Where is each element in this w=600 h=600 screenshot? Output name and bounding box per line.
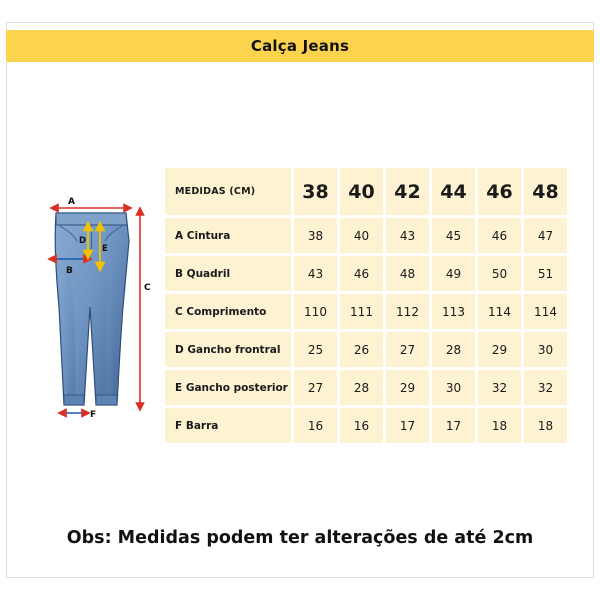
table-cell: 29 [386,370,429,405]
table-header-size: 46 [478,168,521,215]
table-cell: 16 [340,408,383,443]
table-row [165,370,567,405]
table-cell: 43 [294,256,337,291]
svg-text:E: E [102,244,108,254]
table-cell: 49 [432,256,475,291]
table-cell: 43 [386,218,429,253]
table-cell: 46 [340,256,383,291]
table-cell: 30 [432,370,475,405]
svg-text:C: C [144,283,151,293]
table-cell: 46 [478,218,521,253]
table-cell: 114 [478,294,521,329]
table-cell: 50 [478,256,521,291]
row-label: B Quadril [165,256,291,291]
table-cell: 110 [294,294,337,329]
table-cell: 38 [294,218,337,253]
row-label: F Barra [165,408,291,443]
table-cell: 113 [432,294,475,329]
table-cell: 48 [386,256,429,291]
table-cell: 51 [524,256,567,291]
svg-text:B: B [66,266,73,276]
page-title: Calça Jeans [250,37,350,55]
table-cell: 28 [340,370,383,405]
svg-text:F: F [90,410,97,420]
table-cell: 45 [432,218,475,253]
table-cell: 18 [524,408,567,443]
table-cell: 29 [478,332,521,367]
jeans-diagram [30,195,155,430]
table-cell: 25 [294,332,337,367]
table-cell: 40 [340,218,383,253]
table-cell: 47 [524,218,567,253]
table-cell: 26 [340,332,383,367]
table-cell: 17 [386,408,429,443]
measurements-table [162,165,570,446]
table-cell: 30 [524,332,567,367]
table-cell: 27 [294,370,337,405]
table-cell: 114 [524,294,567,329]
row-label: A Cintura [165,218,291,253]
table-header-row [165,168,567,215]
table-cell: 28 [432,332,475,367]
table-cell: 27 [386,332,429,367]
table-cell: 18 [478,408,521,443]
row-label: E Gancho posterior [165,370,291,405]
table-cell: 111 [340,294,383,329]
table-cell: 112 [386,294,429,329]
table-header-label: MEDIDAS (CM) [165,168,291,215]
svg-text:A: A [68,197,75,207]
table-cell: 16 [294,408,337,443]
table-row [165,218,567,253]
table-cell: 32 [478,370,521,405]
table-header-size: 48 [524,168,567,215]
table-header-size: 44 [432,168,475,215]
row-label: C Comprimento [165,294,291,329]
table-row [165,256,567,291]
row-label: D Gancho frontral [165,332,291,367]
table-row [165,332,567,367]
table-row [165,294,567,329]
table-header-size: 40 [340,168,383,215]
table-cell: 32 [524,370,567,405]
table-header-size: 38 [294,168,337,215]
table-row [165,408,567,443]
table-header-size: 42 [386,168,429,215]
footer-note: Obs: Medidas podem ter alterações de até 2cm [66,528,534,548]
title-bar [6,30,594,62]
table-cell: 17 [432,408,475,443]
svg-text:D: D [79,236,87,246]
